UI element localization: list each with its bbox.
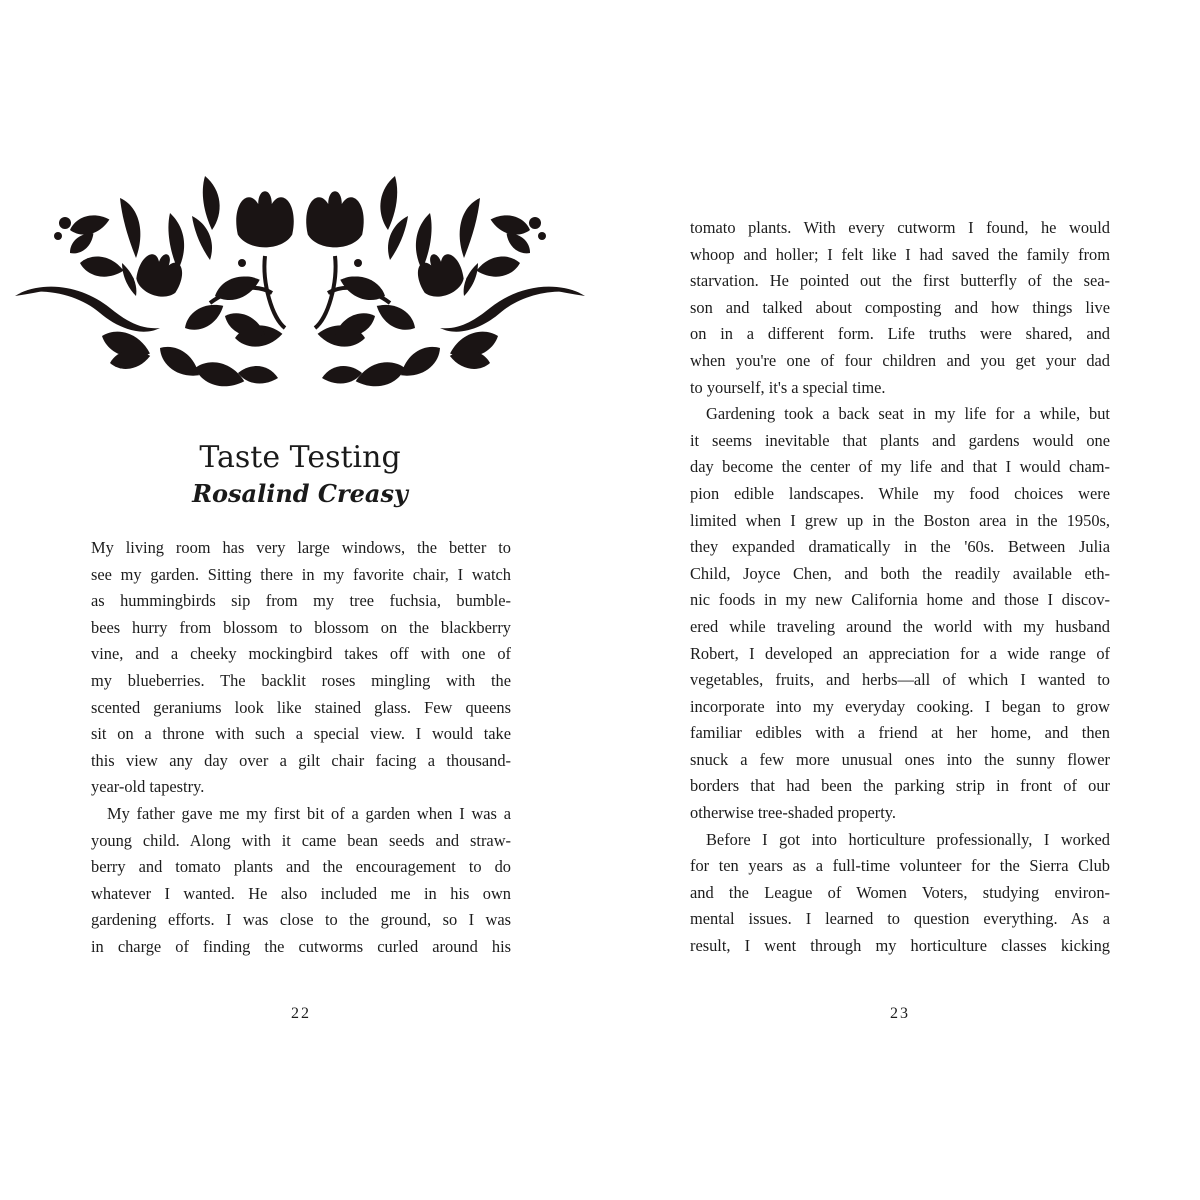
text-line: Child, Joyce Chen, and both the readily available eth- [690,563,1110,583]
chapter-title: Taste Testing [199,440,401,475]
text-line: when you're one of four children and you get your dad [690,350,1110,370]
text-line: for ten years as a full-time volunteer for the Sierra Club [690,856,1110,876]
text-line: and the League of Women Voters, studying environ- [690,882,1110,902]
text-line: Before I got into horticulture professionally, I worked [706,829,1110,849]
floral-ornament-icon [10,168,590,398]
left-page-text [91,535,511,961]
text-line: Gardening took a back seat in my life for a while, but [706,404,1110,424]
text-line: whatever I wanted. He also included me in his own [91,883,511,903]
text-line: My living room has very large windows, the better to [91,538,511,557]
text-line: familiar edibles with a friend at her home, and then [690,723,1110,743]
text-line: mental issues. I learned to question everything. As a [690,909,1110,929]
text-line: this view any day over a gilt chair facing a thousand- [91,750,511,770]
text-line: ered while traveling around the world with my husband [690,616,1110,636]
text-line: incorporate into my everyday cooking. I began to grow [690,696,1110,716]
text-line: day become the center of my life and that I would cham- [690,457,1110,477]
text-line: otherwise tree-shaded property. [690,803,897,823]
text-line: as hummingbirds sip from my tree fuchsia, bumble- [91,591,511,611]
text-line: young child. Along with it came bean seeds and straw- [91,830,511,850]
text-line: result, I went through my horticulture classes kicking [690,936,1110,956]
text-line: son and talked about composting and how things live [690,297,1110,317]
text-line: tomato plants. With every cutworm I found, he would [690,218,1110,237]
text-line: scented geraniums look like stained glass. Few queens [91,697,511,717]
text-line: pion edible landscapes. While my food choices were [690,483,1110,503]
text-line: starvation. He pointed out the first butterfly of the sea- [690,271,1110,291]
text-line: my blueberries. The backlit roses mingling with the [91,670,511,690]
text-line: in charge of finding the cutworms curled around his [91,936,511,956]
text-line: gardening efforts. I was close to the ground, so I was [91,910,511,930]
text-line: vegetables, fruits, and herbs—all of which I wanted to [690,670,1110,690]
text-line: to yourself, it's a special time. [690,377,886,397]
text-line: vine, and a cheeky mockingbird takes off with one of [91,644,511,664]
page-number: 22 [291,1005,311,1022]
text-line: sit on a throne with such a special view. I would take [91,724,511,744]
text-line: bees hurry from blossom to blossom on the blackberry [91,617,511,637]
text-line: limited when I grew up in the Boston area in the 1950s, [690,510,1110,530]
text-line: year-old tapestry. [91,777,205,797]
text-line: see my garden. Sitting there in my favorite chair, I watch [91,564,511,584]
text-line: it seems inevitable that plants and gardens would one [690,430,1110,450]
text-line: snuck a few more unusual ones into the sunny flower [690,749,1110,769]
text-line: whoop and holler; I felt like I had saved the family from [690,244,1110,264]
chapter-author: Rosalind Creasy [192,479,408,508]
text-line: they expanded dramatically in the '60s. Between Julia [690,537,1110,557]
page-number: 23 [890,1005,910,1022]
text-line: berry and tomato plants and the encouragement to do [91,857,511,877]
text-line: borders that had been the parking strip in front of our [690,776,1110,796]
text-line: nic foods in my new California home and those I discov- [690,590,1110,610]
text-line: on in a different form. Life truths were shared, and [690,324,1110,344]
text-line: Robert, I developed an appreciation for a wide range of [690,643,1110,663]
right-page-text [690,215,1110,960]
text-line: My father gave me my first bit of a garden when I was a [107,803,511,823]
